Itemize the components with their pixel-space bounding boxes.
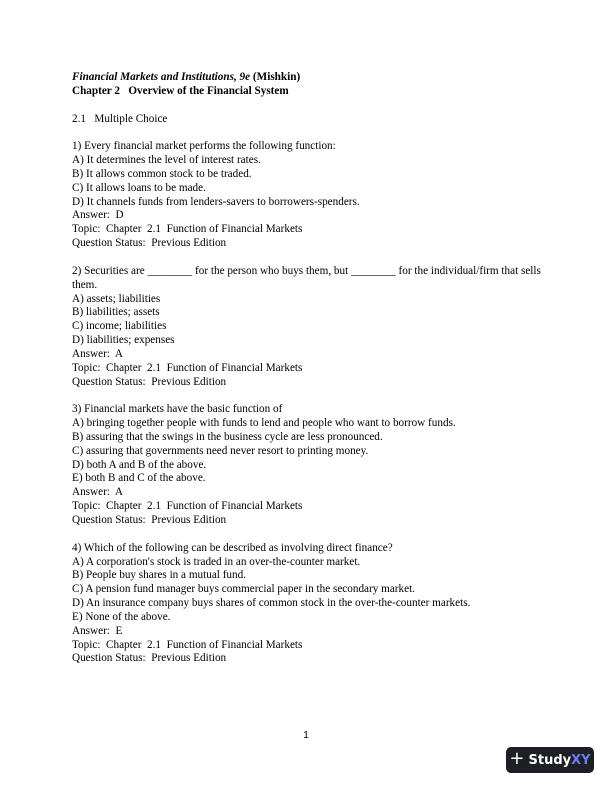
document-body xyxy=(72,71,542,666)
question-topic: Topic: Chapter 2.1 Function of Financial Markets xyxy=(72,638,303,651)
question-block xyxy=(72,542,542,667)
studyxy-badge xyxy=(506,747,594,773)
answer-key: Answer: D xyxy=(72,209,124,222)
answer-option: D) It channels funds from lenders-savers to borrowers-spenders. xyxy=(72,195,360,208)
book-author: (Mishkin) xyxy=(250,71,301,83)
question-stem: 1) Every financial market performs the following function: xyxy=(72,140,336,153)
section-heading: 2.1 Multiple Choice xyxy=(72,112,168,125)
answer-option: D) liabilities; expenses xyxy=(72,334,175,347)
question-topic: Topic: Chapter 2.1 Function of Financial Markets xyxy=(72,361,303,374)
question-block xyxy=(72,403,542,528)
question-stem: 2) Securities are ________ for the person who buys them, but ________ for the individual/firm that sells them. xyxy=(72,264,544,291)
answer-option: B) People buy shares in a mutual fund. xyxy=(72,569,246,582)
question-block xyxy=(72,265,542,390)
answer-option: A) assets; liabilities xyxy=(72,292,161,305)
answer-option: A) A corporation's stock is traded in an over-the-counter market. xyxy=(72,555,361,568)
question-topic: Topic: Chapter 2.1 Function of Financial Markets xyxy=(72,500,303,513)
answer-option: E) both B and C of the above. xyxy=(72,472,206,485)
plus-icon: + xyxy=(509,748,525,769)
answer-option: B) It allows common stock to be traded. xyxy=(72,167,252,180)
answer-option: C) assuring that governments need never resort to printing money. xyxy=(72,444,369,457)
answer-option: C) income; liabilities xyxy=(72,320,167,333)
question-stem: 3) Financial markets have the basic function of xyxy=(72,403,283,416)
answer-option: C) A pension fund manager buys commercial paper in the secondary market. xyxy=(72,583,415,596)
question-status: Question Status: Previous Edition xyxy=(72,375,227,388)
question-block xyxy=(72,140,542,251)
question-status: Question Status: Previous Edition xyxy=(72,237,227,250)
answer-key: Answer: A xyxy=(72,486,123,499)
book-title-line xyxy=(72,71,542,85)
book-title: Financial Markets and Institutions, 9e xyxy=(72,71,251,83)
answer-option: C) It allows loans to be made. xyxy=(72,181,206,194)
chapter-title: Chapter 2 Overview of the Financial System xyxy=(72,84,289,97)
answer-option: D) both A and B of the above. xyxy=(72,458,207,471)
brand-name: StudyXY xyxy=(528,752,591,768)
question-status: Question Status: Previous Edition xyxy=(72,652,227,665)
answer-option: B) assuring that the swings in the business cycle are less pronounced. xyxy=(72,430,383,443)
answer-key: Answer: A xyxy=(72,347,123,360)
question-status: Question Status: Previous Edition xyxy=(72,514,227,526)
answer-option: A) It determines the level of interest rates. xyxy=(72,154,261,167)
answer-option: D) An insurance company buys shares of common stock in the over-the-counter markets. xyxy=(72,597,471,610)
answer-option: E) None of the above. xyxy=(72,610,171,623)
page-number: 1 xyxy=(303,730,309,741)
question-topic: Topic: Chapter 2.1 Function of Financial Markets xyxy=(72,223,303,236)
answer-key: Answer: E xyxy=(72,624,123,637)
answer-option: B) liabilities; assets xyxy=(72,306,160,319)
question-stem: 4) Which of the following can be described as involving direct finance? xyxy=(72,541,393,554)
answer-option: A) bringing together people with funds to lend and people who want to borrow funds. xyxy=(72,417,456,430)
question-list xyxy=(72,140,542,666)
